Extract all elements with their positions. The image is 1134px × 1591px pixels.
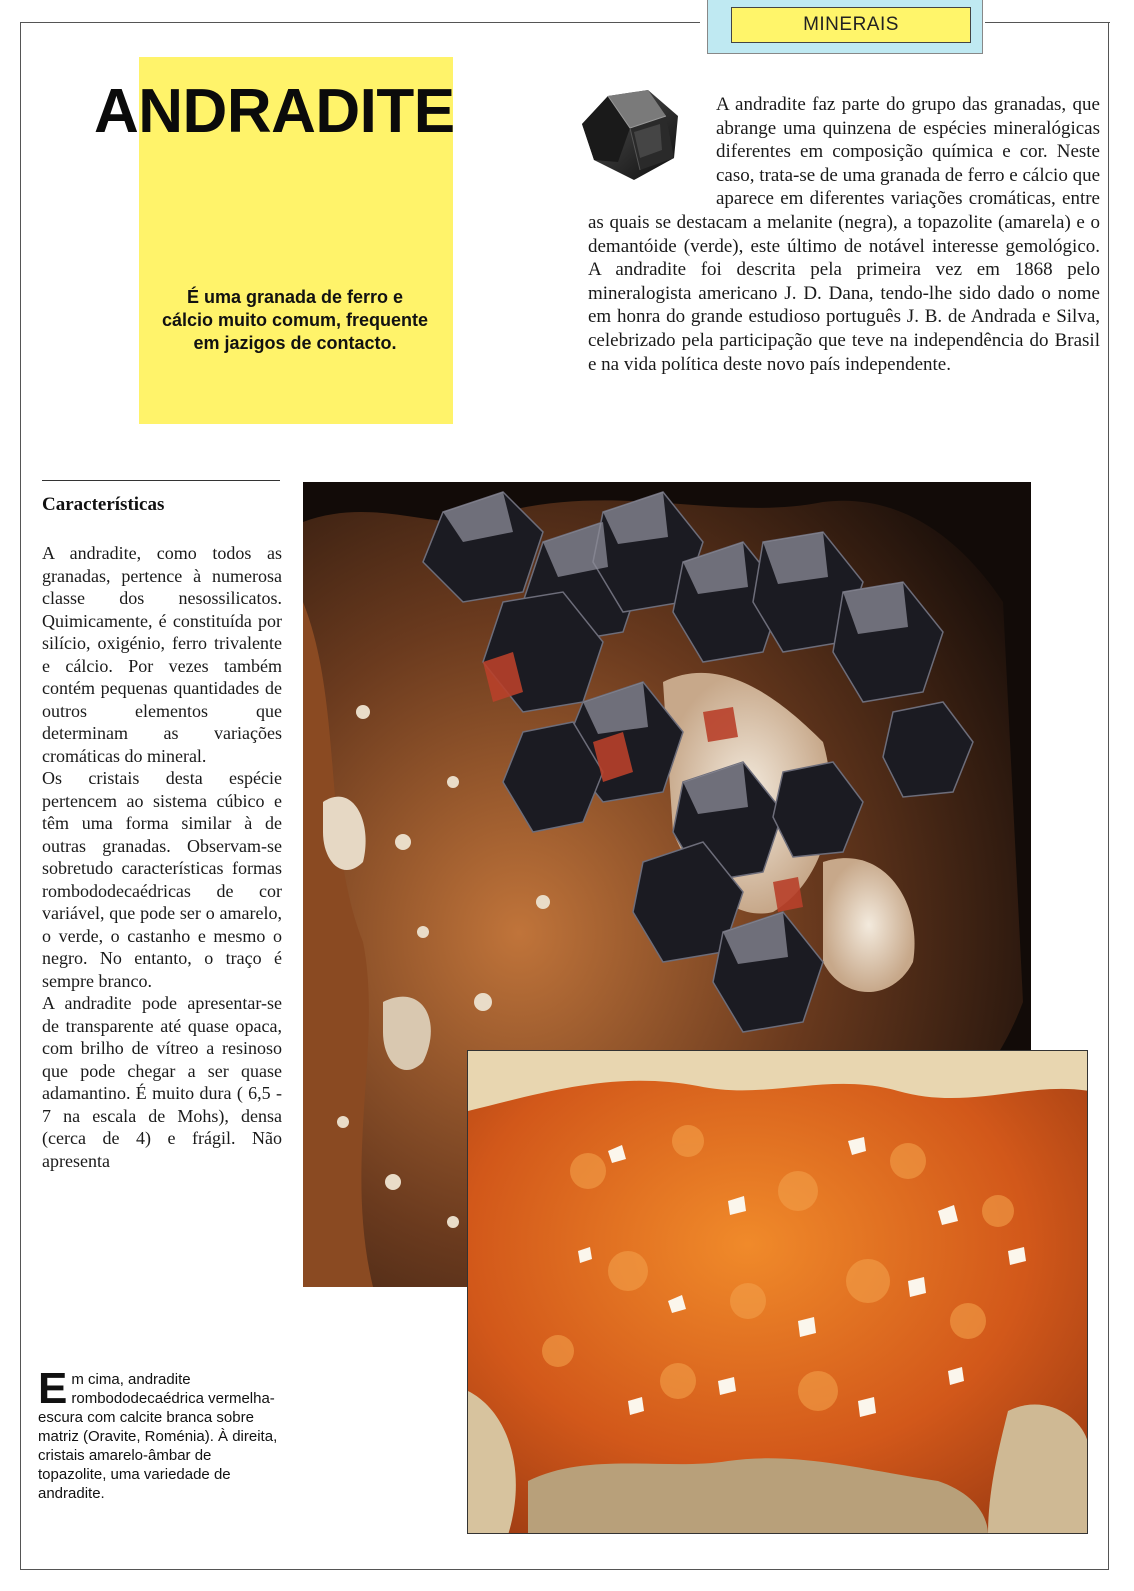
photo-caption bbox=[38, 1364, 278, 1503]
paragraph: A andradite pode apresentar-se de transparente até quase opaca, com brilho de vítreo a resinoso que pode chegar a ser quase adamantino. É muito dura ( 6,5 - 7 na escala de Mohs), densa (cerca de 4) e frágil. Não apresenta bbox=[42, 993, 282, 1171]
topazolite-photo-orange bbox=[467, 1050, 1088, 1534]
intro-text: A andradite faz parte do grupo das granadas, que abrange uma quinzena de espécies mineralógicas diferentes em composição química e cor. Neste caso, trata-se de uma granada de ferro e cálcio que aparece em diferentes variações cromáticas, entre as quais se destacam a melanite (negra), a topazolite (amarela) e o demantóide (verde), este último de notável interesse gemológico. A andradite foi descrita pela primeira vez em 1868 pelo mineralogista americano J. D. Dana, tendo-lhe sido dado o nome em honra do grande estudioso português J. B. de Andrada e Silva, celebrizado pela participação que teve na independência do Brasil e na vida política deste novo país independente. bbox=[588, 94, 1101, 375]
caption-text: m cima, andradite rombododecaédrica vermelha-escura com calcite branca sobre matriz (Oravite, Roménia). À direita, cristais amarelo-âmbar de topazolite, uma variedade de andradite. bbox=[38, 1371, 278, 1502]
page-border-top-right bbox=[985, 22, 1110, 23]
paragraph: Os cristais desta espécie pertencem ao sistema cúbico e têm uma forma similar à de outras granadas. Observam-se sobretudo características formas rombododecaédricas de cor variável, que pode ser o amarelo, o verde, o castanho e mesmo o negro. No entanto, o traço é sempre branco. bbox=[42, 768, 282, 991]
page-border-top bbox=[20, 22, 700, 23]
caption-dropcap: E bbox=[38, 1364, 68, 1413]
page-border-right bbox=[1108, 22, 1109, 1570]
intro-paragraph bbox=[588, 93, 1100, 376]
page-border-left bbox=[20, 22, 21, 1570]
page-border-bottom bbox=[20, 1569, 1108, 1570]
page-title: ANDRADITE bbox=[94, 77, 455, 146]
photo-orange-rendering bbox=[468, 1051, 1088, 1534]
section-label: MINERAIS bbox=[731, 7, 971, 43]
section-divider bbox=[42, 480, 280, 481]
section-heading: Características bbox=[42, 494, 165, 515]
characteristics-text bbox=[42, 542, 282, 1172]
page-subtitle: É uma granada de ferro e cálcio muito comum, frequente em jazigos de contacto. bbox=[161, 287, 429, 353]
paragraph: A andradite, como todos as granadas, pertence à numerosa classe dos nesossilicatos. Quimicamente, é constituída por silício, oxigénio, ferro trivalente e cálcio. Por vezes também contém pequenas quantidades de outros elementos que determinam as variações cromáticas do mineral. bbox=[42, 543, 282, 766]
intro-icon-spacer bbox=[588, 93, 716, 189]
